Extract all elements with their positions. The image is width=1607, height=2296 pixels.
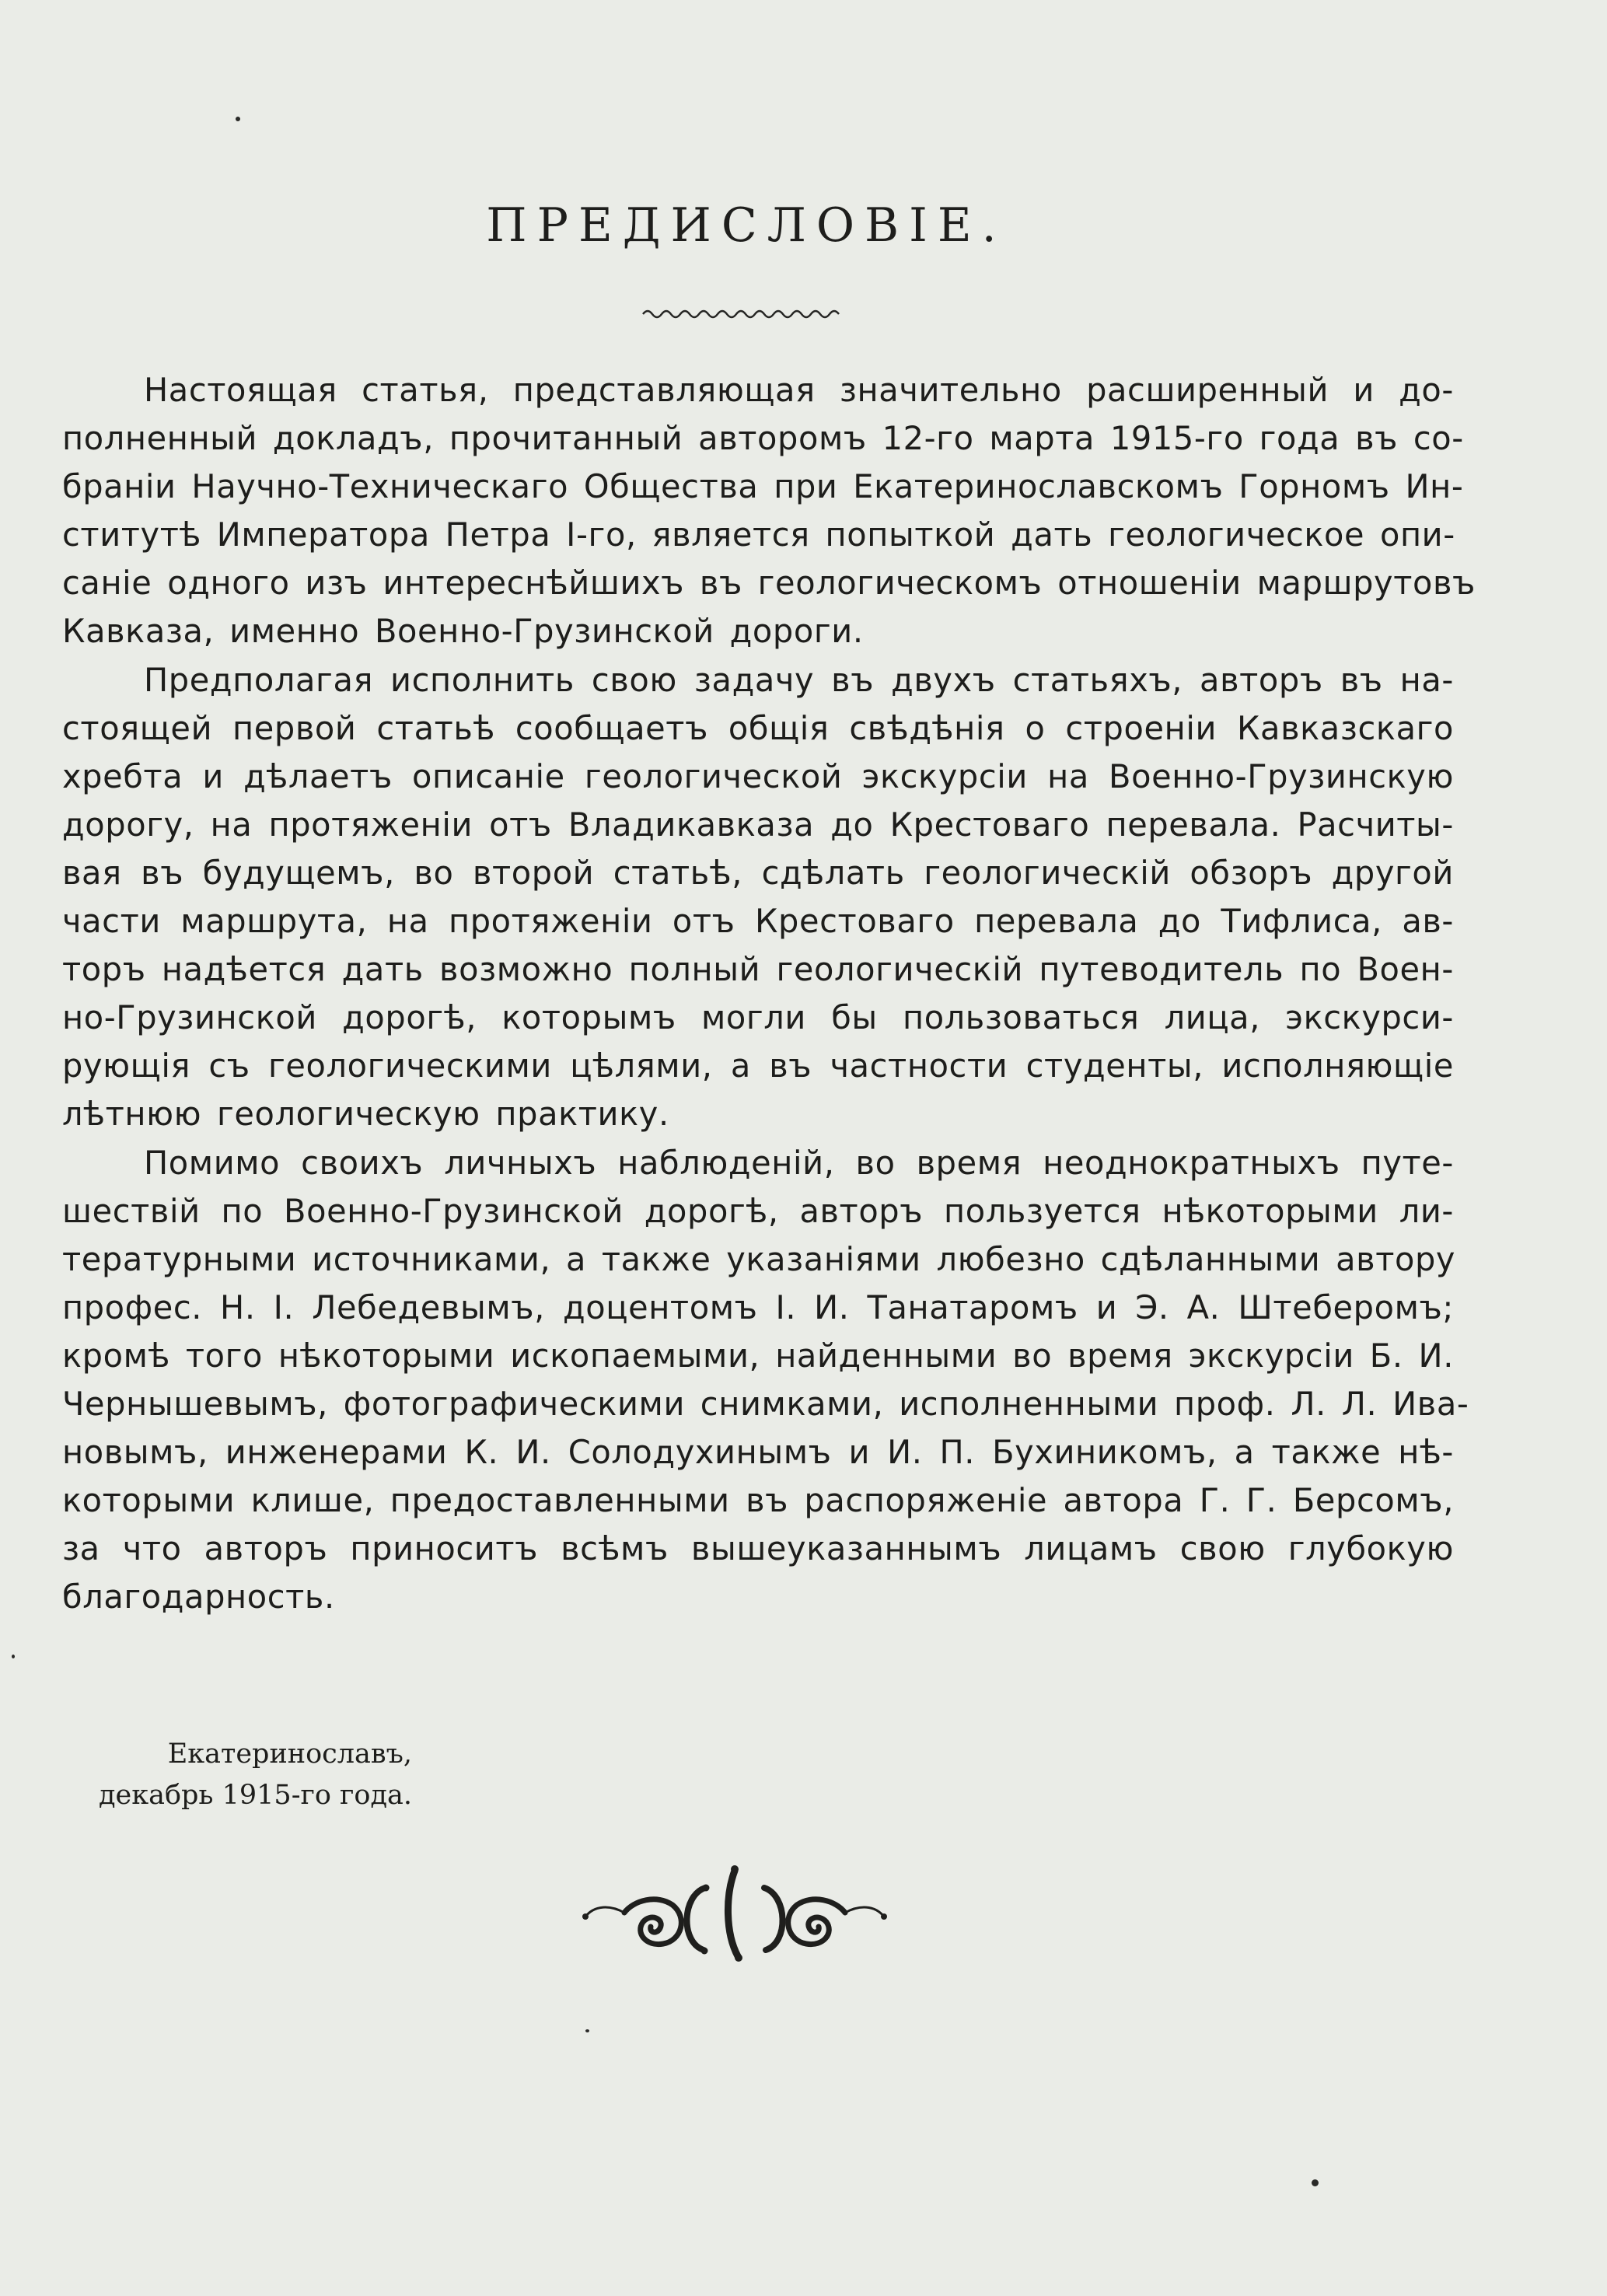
text-line: лѣтнюю геологическую практику.: [62, 1095, 669, 1134]
text-line: торъ надѣется дать возможно полный геологическій путеводитель по Воен-: [62, 950, 1454, 989]
text-line: Предполагая исполнить свою задачу въ двухъ статьяхъ, авторъ въ на-: [144, 660, 1454, 699]
paper-speck: [12, 1655, 15, 1658]
paragraph-2: [62, 656, 1454, 1139]
bleed-through-shadow: [793, 78, 1384, 163]
page-title: ПРЕДИСЛОВІЕ.: [486, 198, 1007, 253]
text-line: но-Грузинской дорогѣ, которымъ могли бы пользоваться лица, экскурси-: [62, 998, 1454, 1037]
text-line: части маршрута, на протяженіи отъ Крестоваго перевала до Тифлиса, ав-: [62, 902, 1454, 941]
signoff-place: Екатеринославъ,: [167, 1739, 412, 1770]
text-line: кромѣ того нѣкоторыми ископаемыми, найденными во время экскурсіи Б. И.: [62, 1336, 1454, 1375]
text-line: рующія съ геологическими цѣлями, а въ частности студенты, исполняющіе: [62, 1047, 1454, 1085]
text-line: ститутѣ Императора Петра I-го, является попыткой дать геологическое опи-: [62, 515, 1455, 554]
text-line: саніе одного изъ интереснѣйшихъ въ геологическомъ отношеніи маршрутовъ: [62, 564, 1476, 603]
paper-speck: [1312, 2179, 1319, 2186]
text-line: за что авторъ приноситъ всѣмъ вышеуказаннымъ лицамъ свою глубокую: [62, 1529, 1454, 1568]
text-line: полненный докладъ, прочитанный авторомъ 12-го марта 1915-го года въ со-: [62, 419, 1464, 458]
text-line: хребта и дѣлаетъ описаніе геологической экскурсіи на Военно-Грузинскую: [62, 757, 1454, 795]
paragraph-3: [62, 1139, 1469, 1622]
text-line: благодарность.: [62, 1578, 335, 1616]
paragraph-1: [62, 366, 1476, 656]
title-wavy-rule: [641, 305, 847, 323]
text-line: вая въ будущемъ, во второй статьѣ, сдѣлать геологическій обзоръ другой: [62, 853, 1454, 892]
preface-body: [62, 366, 1476, 1621]
text-line: шествій по Военно-Грузинской дорогѣ, авторъ пользуется нѣкоторыми ли-: [62, 1191, 1454, 1230]
text-line: Чернышевымъ, фотографическими снимками, исполненными проф. Л. Л. Ива-: [62, 1384, 1469, 1423]
text-line: Настоящая статья, представляющая значительно расширенный и до-: [144, 371, 1454, 409]
text-line: профес. Н. І. Лебедевымъ, доцентомъ І. И. Танатаромъ и Э. А. Штеберомъ;: [62, 1288, 1454, 1326]
text-line: браніи Научно-Техническаго Общества при Екатеринославскомъ Горномъ Ин-: [62, 467, 1464, 506]
text-line: новымъ, инженерами К. И. Солодухинымъ и И. П. Бухиникомъ, а также нѣ-: [62, 1433, 1454, 1472]
paper-speck: [585, 2029, 589, 2032]
scroll-ornament-icon: [579, 1857, 890, 1966]
text-line: тературными источниками, а также указаніями любезно сдѣланными автору: [62, 1239, 1456, 1278]
text-line: дорогу, на протяженіи отъ Владикавказа до Крестоваго перевала. Расчиты-: [62, 805, 1454, 844]
signoff-date: декабрь 1915-го года.: [98, 1780, 412, 1811]
text-line: стоящей первой статьѣ сообщаетъ общія свѣдѣнія о строеніи Кавказскаго: [62, 708, 1454, 747]
paper-speck: [236, 117, 240, 121]
text-line: которыми клише, предоставленными въ распоряженіе автора Г. Г. Берсомъ,: [62, 1481, 1454, 1520]
text-line: Кавказа, именно Военно-Грузинской дороги.: [62, 612, 864, 651]
signoff: [70, 1734, 412, 1816]
text-line: Помимо своихъ личныхъ наблюденій, во время неоднократныхъ путе-: [144, 1143, 1454, 1182]
